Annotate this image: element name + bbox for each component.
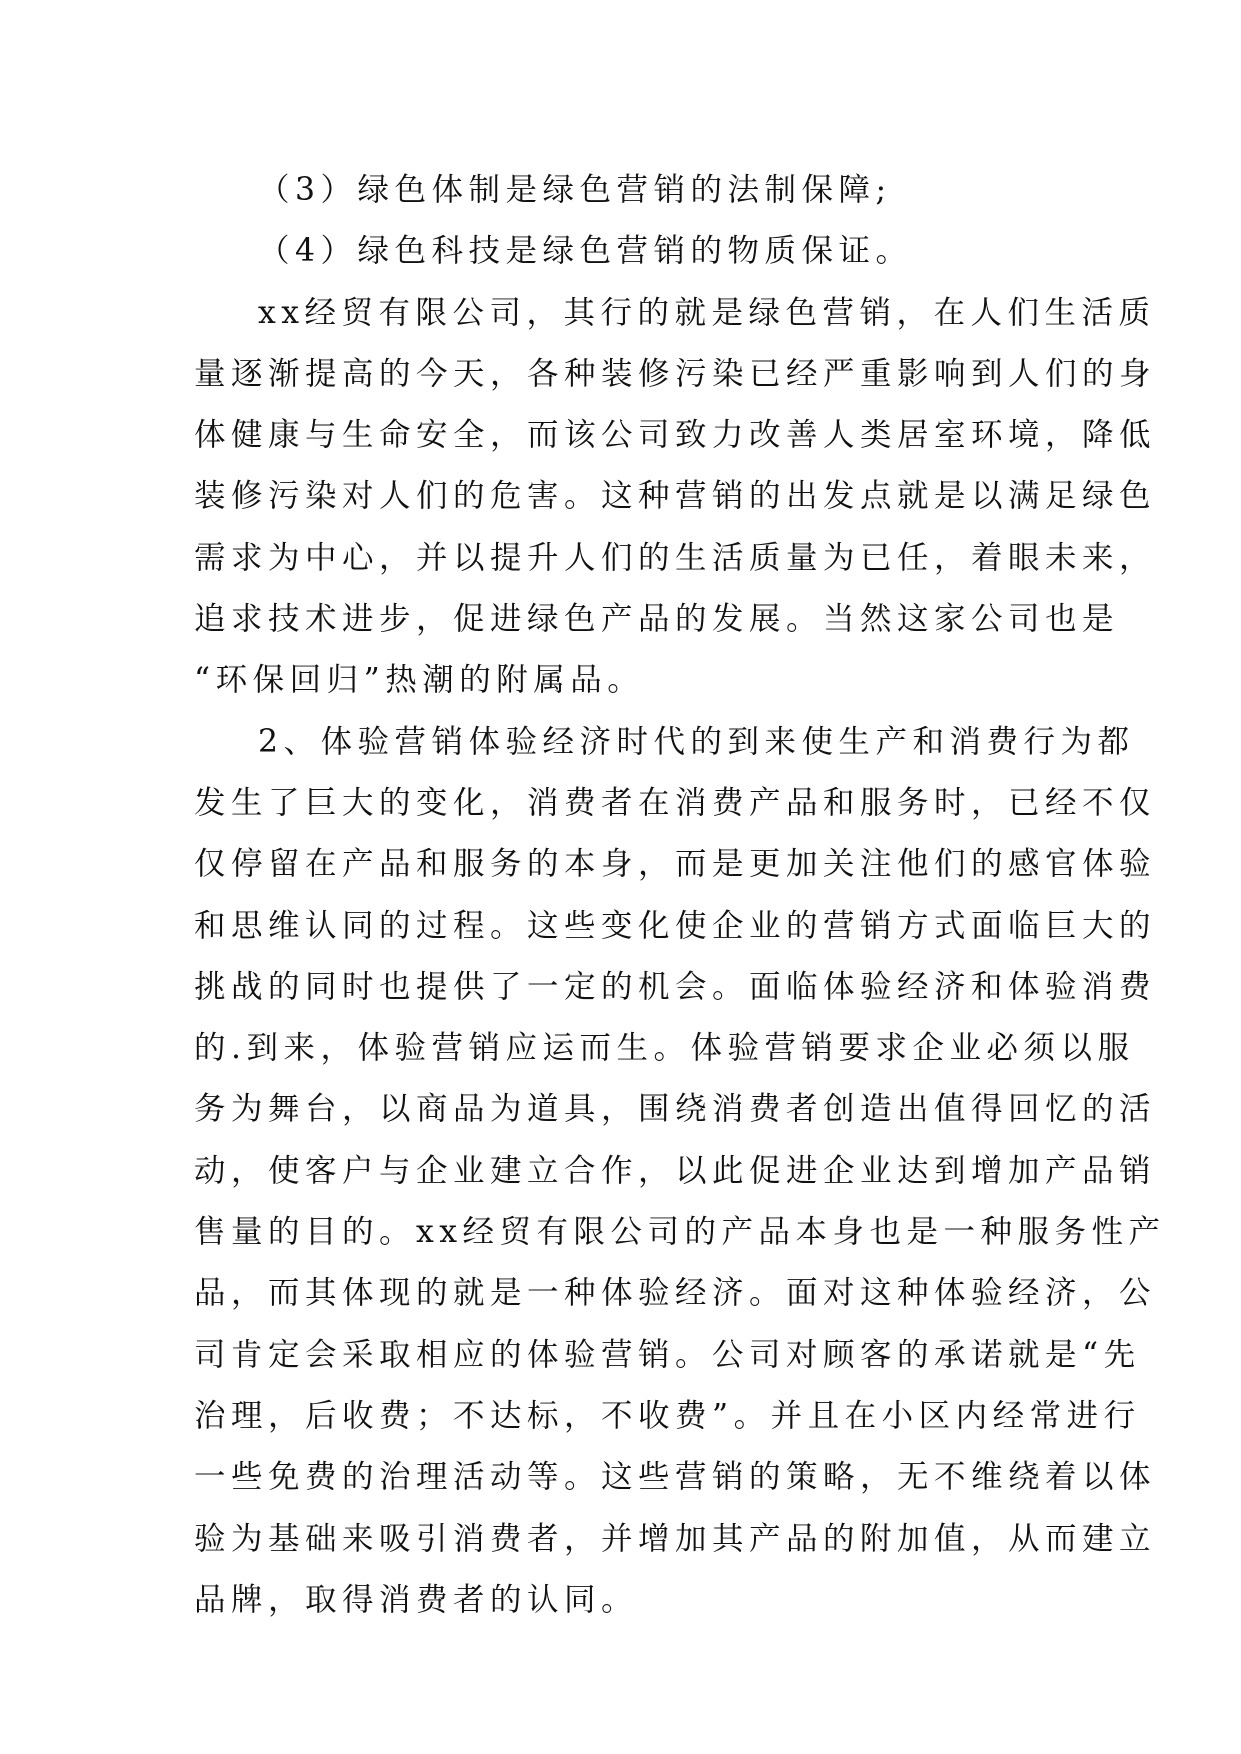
paragraph-2-line-10: 品，而其体现的就是一种体验经济。面对这种体验经济，公 (194, 1275, 1157, 1312)
paragraph-1-line-7: “环保回归”热潮的附属品。 (194, 662, 645, 699)
paragraph-2-line-3: 仅停留在产品和服务的本身，而是更加关注他们的感官体验 (194, 846, 1157, 883)
paragraph-1-line-6: 追求技术进步，促进绿色产品的发展。当然这家公司也是 (194, 601, 1120, 638)
paragraph-2-line-15: 品牌，取得消费者的认同。 (194, 1581, 639, 1618)
paragraph-2-line-9: 售量的目的。xx经贸有限公司的产品本身也是一种服务性产 (194, 1214, 1166, 1251)
paragraph-1-line-1: xx经贸有限公司，其行的就是绿色营销，在人们生活质 (258, 294, 1156, 331)
paragraph-1-line-2: 量逐渐提高的今天，各种装修污染已经严重影响到人们的身 (194, 355, 1157, 392)
paragraph-2-line-8: 动，使客户与企业建立合作，以此促进企业达到增加产品销 (194, 1152, 1157, 1189)
paragraph-1-line-5: 需求为中心，并以提升人们的生活质量为已任，着眼未来， (194, 539, 1157, 576)
paragraph-2-line-7: 务为舞台，以商品为道具，围绕消费者创造出值得回忆的活 (194, 1091, 1157, 1128)
paragraph-1-line-4: 装修污染对人们的危害。这种营销的出发点就是以满足绿色 (194, 478, 1157, 515)
paragraph-1-line-3: 体健康与生命安全，而该公司致力改善人类居室环境，降低 (194, 417, 1157, 454)
paragraph-2-line-6: 的.到来，体验营销应运而生。体验营销要求企业必须以服 (194, 1030, 1135, 1067)
paragraph-2-line-5: 挑战的同时也提供了一定的机会。面临体验经济和体验消费 (194, 968, 1157, 1005)
paragraph-2-line-2: 发生了巨大的变化，消费者在消费产品和服务时，已经不仅 (194, 784, 1157, 821)
list-item-4: （4）绿色科技是绿色营销的物质保证。 (258, 233, 913, 270)
document-body (194, 160, 1166, 1631)
paragraph-2-line-1: 2、体验营销体验经济时代的到来使生产和消费行为都 (258, 723, 1135, 760)
paragraph-2-line-4: 和思维认同的过程。这些变化使企业的营销方式面临巨大的 (194, 907, 1157, 944)
list-item-3: （3）绿色体制是绿色营销的法制保障; (258, 172, 892, 208)
paragraph-2-line-12: 治理，后收费；不达标，不收费”。并且在小区内经常进行 (194, 1397, 1141, 1434)
paragraph-2-line-13: 一些免费的治理活动等。这些营销的策略，无不维绕着以体 (194, 1459, 1157, 1496)
paragraph-2-line-11: 司肯定会采取相应的体验营销。公司对顾客的承诺就是“先 (194, 1336, 1141, 1373)
paragraph-2-line-14: 验为基础来吸引消费者，并增加其产品的附加值，从而建立 (194, 1520, 1157, 1557)
